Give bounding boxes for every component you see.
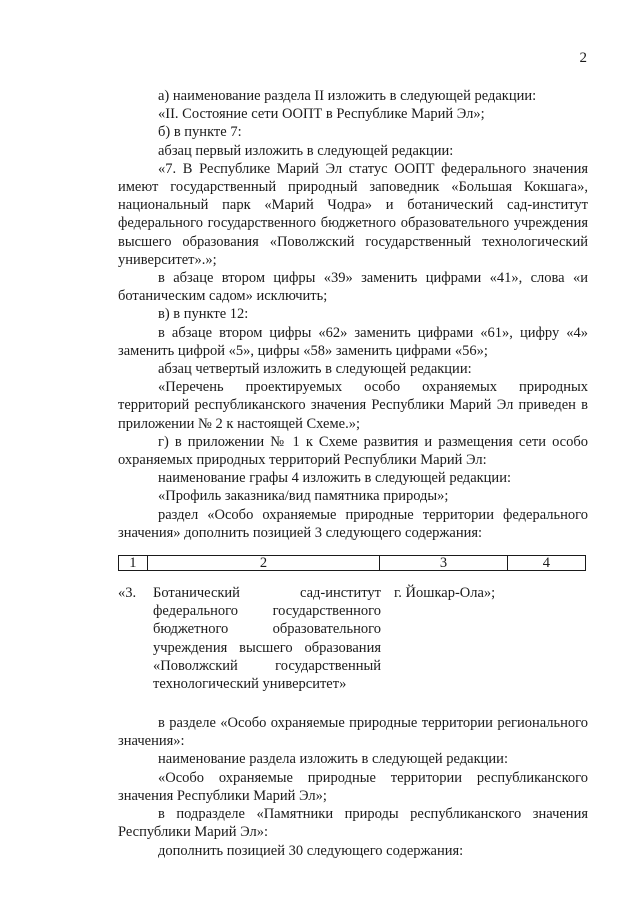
entry-location: г. Йошкар-Ола»; xyxy=(394,585,496,602)
column-numbers xyxy=(118,555,586,571)
paragraph: наименование графы 4 изложить в следующей редакции: xyxy=(158,470,511,487)
document-body xyxy=(118,87,588,860)
paragraph: «Особо охраняемые природные территории республиканского значения Республики Марий Эл»; xyxy=(118,769,588,804)
paragraph: в подразделе «Памятники природы республиканского значения Республики Марий Эл»: xyxy=(118,806,588,841)
paragraph: в абзаце втором цифры «62» заменить цифрами «61», цифру «4» заменить цифрой «5», цифры «58» заменить цифрами «56»; xyxy=(118,324,588,359)
column-number-3: 3 xyxy=(380,556,508,571)
page-number: 2 xyxy=(579,50,587,66)
paragraph: в) в пункте 12: xyxy=(158,306,249,323)
closing-paragraphs xyxy=(118,714,588,860)
paragraph: наименование раздела изложить в следующей редакции: xyxy=(158,751,508,768)
table-row xyxy=(119,556,586,571)
paragraph: «Перечень проектируемых особо охраняемых природных территорий республиканского значения Республики Марий Эл приведен в приложении № 2 к настоящей Схеме.»; xyxy=(118,379,588,432)
paragraph: б) в пункте 7: xyxy=(158,124,242,141)
paragraph: дополнить позицией 30 следующего содержания: xyxy=(158,842,464,859)
paragraph: «Профиль заказника/вид памятника природы»; xyxy=(158,488,449,505)
paragraph: в разделе «Особо охраняемые природные территории регионального значения»: xyxy=(118,715,588,750)
paragraph: а) наименование раздела II изложить в следующей редакции: xyxy=(158,88,537,104)
table-entry xyxy=(118,584,588,714)
entry-name: Ботанический сад-институт федерального государственного бюджетного образовательного учреждения высшего образования «Поволжский государственный технологический университет» xyxy=(153,585,381,693)
column-header-table xyxy=(118,555,588,571)
entry-number: «3. xyxy=(118,585,137,602)
column-number-4: 4 xyxy=(507,556,585,571)
paragraph: в абзаце втором цифры «39» заменить цифрами «41», слова «и ботаническим садом» исключить; xyxy=(118,270,588,305)
paragraph: «7. В Республике Марий Эл статус ООПТ федерального значения имеют государственный природный заповедник «Большая Кокшага», национальный парк «Марий Чодра» и ботанический сад-институт федерального государственного бюджетного образовательного учреждения высшего образования «Поволжский государственный технологический университет».»; xyxy=(118,160,588,268)
paragraph: абзац четвертый изложить в следующей редакции: xyxy=(158,361,472,378)
paragraph: г) в приложении № 1 к Схеме развития и размещения сети особо охраняемых природных территорий Республики Марий Эл: xyxy=(118,433,588,469)
column-number-2: 2 xyxy=(147,556,379,571)
paragraph: абзац первый изложить в следующей редакции: xyxy=(158,142,454,159)
paragraph: раздел «Особо охраняемые природные территории федерального значения» дополнить позицией 3 следующего содержания: xyxy=(118,506,588,541)
column-number-1: 1 xyxy=(119,556,148,571)
paragraph: «II. Состояние сети ООПТ в Республике Марий Эл»; xyxy=(158,106,485,123)
